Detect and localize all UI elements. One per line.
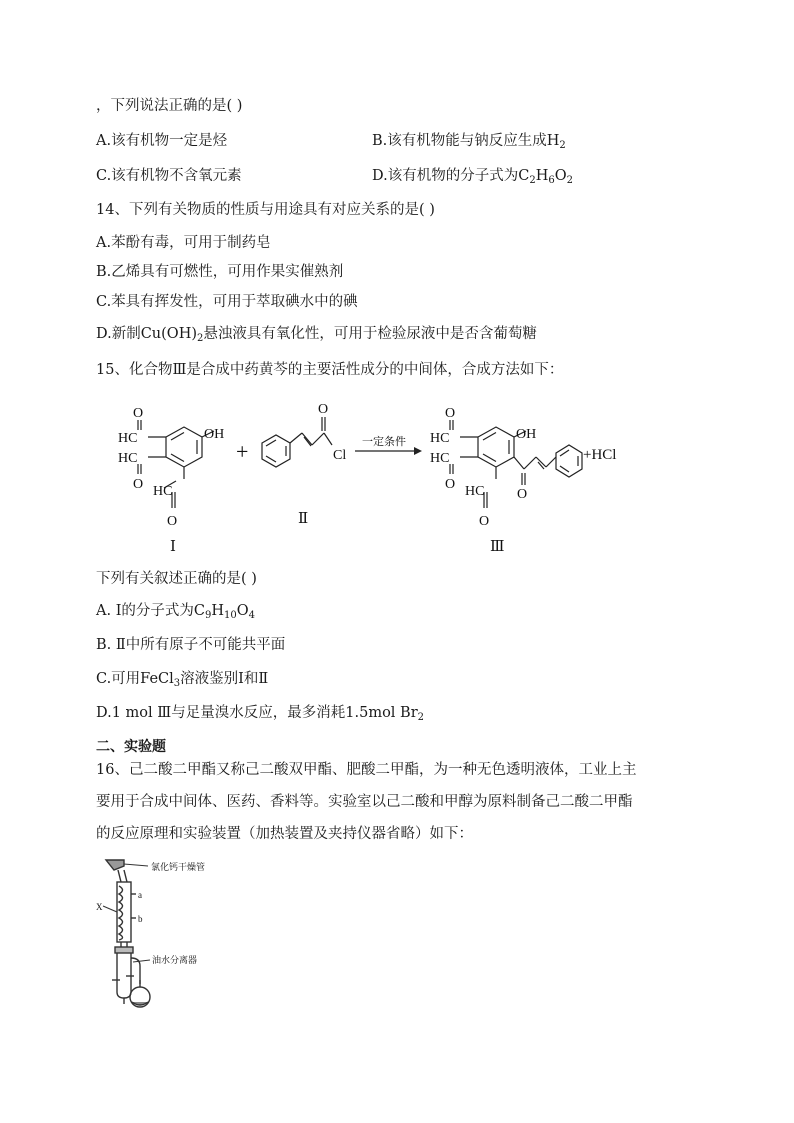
q14-option-b: B.乙烯具有可燃性，可用作果实催熟剂 (96, 264, 344, 280)
compound-iii-hc-3: HC (465, 484, 485, 499)
section-title: 二、实验题 (96, 739, 166, 755)
plus-sign-1: + (236, 439, 249, 464)
reaction-scheme (0, 395, 794, 565)
q16-line-2: 要用于合成中间体、医药、香料等。实验室以己二酸和甲醇为原料制备己二酸二甲酯 (96, 794, 633, 810)
q15-option-a: A. Ⅰ的分子式为$C_9H_{10}O_4$ (96, 603, 256, 621)
label-x: X (96, 902, 103, 912)
compound-iii-o-bottom: O (479, 514, 490, 529)
compound-iii-o-mid: O (445, 477, 456, 492)
q16-line-1: 16、己二酸二甲酯又称己二酸双甲酯、肥酸二甲酯，为一种无色透明液体，工业上主 (96, 762, 637, 778)
apparatus-drawing (106, 860, 150, 1007)
q14-option-c: C.苯具有挥发性，可用于萃取碘水中的碘 (96, 294, 358, 310)
pointer-x (103, 906, 117, 912)
compound-i-o-bottom: O (167, 514, 178, 529)
label-compound-i: Ⅰ (170, 539, 176, 555)
q14-option-a: A.苯酚有毒，可用于制药皂 (96, 235, 271, 251)
compound-i-hc-1: HC (118, 431, 138, 446)
arrow-head (414, 447, 422, 455)
compound-i (138, 420, 214, 508)
q15-option-d: D.1 mol Ⅲ与足量溴水反应，最多消耗1.5mol $Br_2$ (96, 705, 425, 723)
q15-stem: 15、化合物Ⅲ是合成中药黄芩的主要活性成分的中间体，合成方法如下： (96, 362, 564, 378)
label-separator: 油水分离器 (152, 956, 198, 966)
byproduct-hcl: +HCl (583, 447, 617, 463)
compound-iii-hc-1: HC (430, 431, 450, 446)
label-drying-tube: 氯化钙干燥管 (151, 863, 206, 873)
compound-iii-o-ketone: O (517, 487, 528, 502)
q13-option-b: B.该有机物能与钠反应生成$H_2$ (372, 133, 566, 151)
apparatus-figure (0, 852, 794, 1017)
q15-option-c: C.可用FeCl$_3$溶液鉴别Ⅰ和Ⅱ (96, 671, 269, 689)
label-a: a (138, 890, 142, 900)
compound-ii-o: O (318, 402, 329, 417)
q13-option-a: A.该有机物一定是烃 (96, 133, 228, 149)
compound-i-o-top: O (133, 406, 144, 421)
q13-option-d: D.该有机物的分子式为$C_2H_6O_2$ (372, 168, 573, 186)
q14-option-d: D.新制$Cu(OH)_2$悬浊液具有氧化性，可用于检验尿液中是否含葡萄糖 (96, 326, 537, 344)
q13-stem-tail: ，下列说法正确的是( ) (96, 98, 243, 114)
compound-ii (262, 417, 332, 467)
compound-ii-cl: Cl (333, 448, 347, 463)
q13-option-c: C.该有机物不含氧元素 (96, 168, 242, 184)
q15-option-b: B. Ⅱ中所有原子不可能共平面 (96, 637, 286, 653)
compound-iii-o-top: O (445, 406, 456, 421)
compound-i-hc-2: HC (118, 451, 138, 466)
label-compound-ii: Ⅱ (298, 511, 309, 527)
pointer-drying-tube (124, 864, 148, 866)
pointer-separator (133, 960, 150, 962)
compound-i-oh: OH (204, 427, 225, 442)
label-compound-iii: Ⅲ (490, 539, 505, 555)
compound-i-hc-3: HC (153, 484, 173, 499)
q16-line-3: 的反应原理和实验装置（加热装置及夹持仪器省略）如下： (96, 826, 473, 842)
reaction-condition: 一定条件 (362, 435, 406, 448)
q15-prompt: 下列有关叙述正确的是( ) (96, 571, 257, 587)
q14-stem: 14、下列有关物质的性质与用途具有对应关系的是( ) (96, 202, 435, 218)
compound-iii-oh: OH (516, 427, 537, 442)
compound-i-o-mid: O (133, 477, 144, 492)
label-b: b (138, 914, 143, 924)
compound-iii-hc-2: HC (430, 451, 450, 466)
